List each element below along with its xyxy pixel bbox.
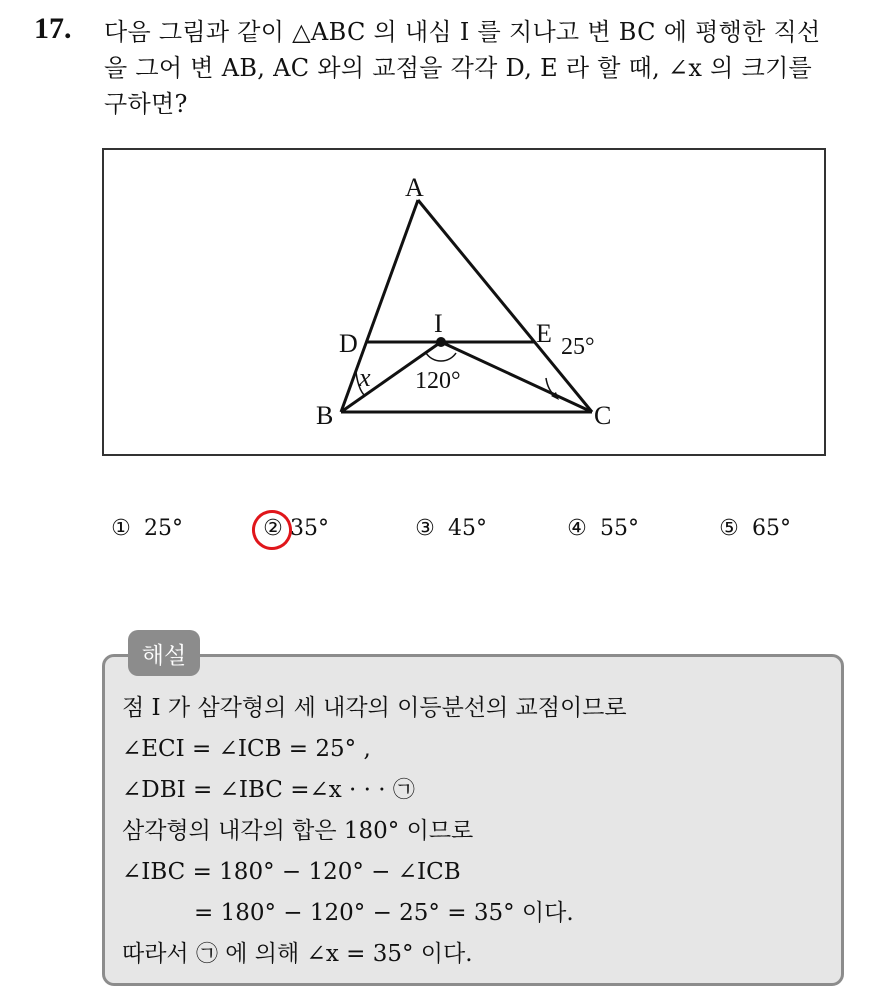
solution-text bbox=[122, 688, 822, 975]
label-angle-25: 25° bbox=[561, 334, 595, 360]
choice-4[interactable] bbox=[566, 516, 639, 541]
choice-4-value: 55° bbox=[600, 516, 639, 541]
choice-4-number: ④ bbox=[567, 515, 587, 541]
label-e: E bbox=[536, 319, 552, 348]
solution-tag: 해설 bbox=[128, 630, 200, 676]
label-x: x bbox=[359, 363, 371, 392]
choice-1-number: ① bbox=[111, 515, 131, 541]
solution-line-6: = 180° − 120° − 25° = 35° 이다. bbox=[194, 900, 574, 926]
choice-2-value: 35° bbox=[290, 516, 329, 541]
question-text-line-2: 을 그어 변 AB, AC 와의 교점을 각각 D, E 라 할 때, ∠x 의 크기를 bbox=[104, 54, 813, 82]
question-text-line-3: 구하면? bbox=[104, 90, 188, 118]
choice-3-value: 45° bbox=[448, 516, 487, 541]
ref-symbol-2: ㉠ bbox=[195, 942, 218, 967]
selected-answer-ring bbox=[248, 505, 297, 554]
figure-box bbox=[102, 148, 826, 456]
choice-5[interactable] bbox=[718, 516, 791, 541]
side-ab bbox=[341, 200, 418, 412]
solution-line-7-suffix: 에 의해 ∠x = 35° 이다. bbox=[225, 941, 473, 967]
solution-line-3-text: ∠DBI = ∠IBC =∠x · · · bbox=[122, 777, 386, 803]
label-d: D bbox=[339, 329, 358, 358]
choice-2-number: ② bbox=[262, 518, 284, 540]
point-i bbox=[436, 337, 446, 347]
question-text-line-1: 다음 그림과 같이 △ABC 의 내심 I 를 지나고 변 BC 에 평행한 직선 bbox=[104, 18, 821, 46]
triangle-diagram bbox=[104, 150, 828, 458]
choice-2[interactable] bbox=[262, 516, 329, 541]
solution-line-7-prefix: 따라서 bbox=[122, 941, 189, 967]
solution-line-5: ∠IBC = 180° − 120° − ∠ICB bbox=[122, 859, 461, 885]
label-angle-120: 120° bbox=[415, 368, 461, 394]
choice-3-number: ③ bbox=[415, 515, 435, 541]
choice-3[interactable] bbox=[414, 516, 487, 541]
choice-5-number: ⑤ bbox=[719, 515, 739, 541]
label-i: I bbox=[434, 309, 443, 338]
label-a: A bbox=[405, 173, 424, 202]
choice-5-value: 65° bbox=[752, 516, 791, 541]
label-c: C bbox=[594, 401, 612, 430]
solution-line-4: 삼각형의 내각의 합은 180° 이므로 bbox=[122, 818, 474, 844]
solution-line-1: 점 I 가 삼각형의 세 내각의 이등분선의 교점이므로 bbox=[122, 695, 627, 721]
answer-choices bbox=[0, 516, 884, 556]
solution-line-2: ∠ECI = ∠ICB = 25° , bbox=[122, 736, 371, 762]
question-text bbox=[104, 14, 874, 122]
question-number: 17. bbox=[34, 12, 72, 45]
ref-symbol-1: ㉠ bbox=[392, 778, 415, 803]
choice-1[interactable] bbox=[110, 516, 183, 541]
solution-line-3 bbox=[122, 770, 822, 811]
label-b: B bbox=[316, 401, 334, 430]
choice-1-value: 25° bbox=[144, 516, 183, 541]
solution-line-7 bbox=[122, 934, 822, 975]
arc-120 bbox=[426, 353, 456, 361]
